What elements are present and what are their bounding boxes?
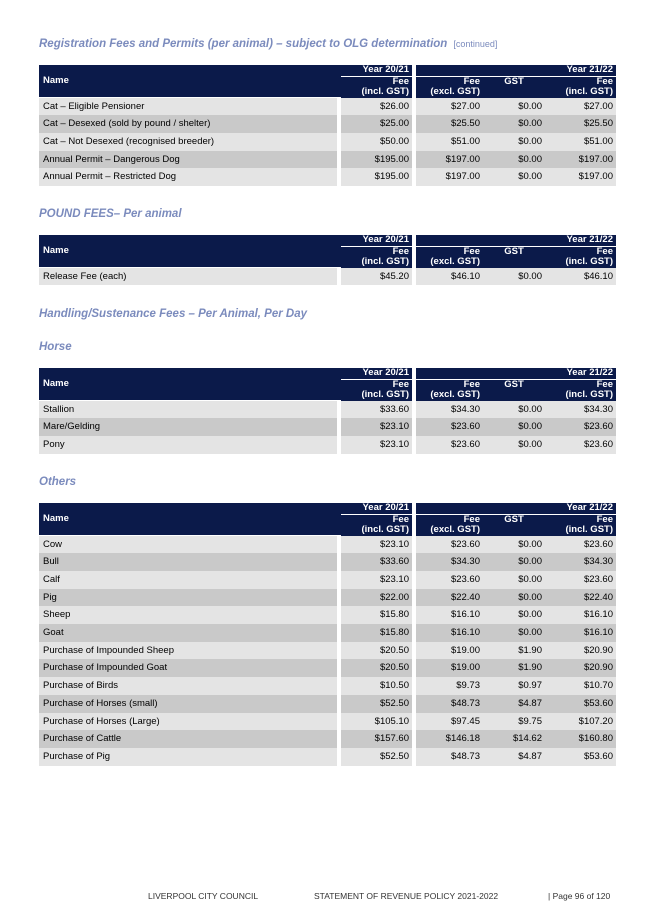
row-fee-2122-excl: $51.00: [416, 133, 483, 151]
row-gst: $4.87: [483, 748, 545, 766]
row-fee-2122-excl: $25.50: [416, 115, 483, 133]
header-fee-sub: (incl. GST): [361, 524, 409, 535]
row-name: Release Fee (each): [39, 268, 341, 286]
header-fee-label: Fee: [392, 513, 409, 525]
row-gst: $0.00: [483, 624, 545, 642]
row-fee-2122-incl: $20.90: [545, 659, 616, 677]
header-fee-incl-2122: [545, 77, 616, 98]
row-name: Purchase of Pig: [39, 748, 341, 766]
row-fee-2021-incl: $195.00: [341, 168, 412, 186]
row-fee-2122-incl: $107.20: [545, 713, 616, 731]
header-gst-spacer: [486, 525, 542, 536]
row-fee-2021-incl: $22.00: [341, 589, 412, 607]
header-fee-incl-2021: [341, 77, 412, 98]
row-fee-2122-excl: $19.00: [416, 659, 483, 677]
table-row: [39, 553, 616, 571]
row-fee-2122-excl: $27.00: [416, 98, 483, 116]
table-row: [39, 659, 616, 677]
row-fee-2122-incl: $23.60: [545, 536, 616, 554]
row-fee-2122-incl: $51.00: [545, 133, 616, 151]
table-row: [39, 624, 616, 642]
header-gst: [483, 515, 545, 536]
row-name: Pony: [39, 436, 341, 454]
row-fee-2122-excl: $34.30: [416, 401, 483, 419]
header-fee-label: Fee: [392, 75, 409, 87]
table-row: [39, 401, 616, 419]
row-fee-2021-incl: $23.10: [341, 436, 412, 454]
row-gst: $9.75: [483, 713, 545, 731]
row-fee-2122-excl: $146.18: [416, 730, 483, 748]
row-gst: $0.00: [483, 606, 545, 624]
row-gst: $1.90: [483, 659, 545, 677]
table-row: [39, 436, 616, 454]
row-fee-2122-incl: $22.40: [545, 589, 616, 607]
row-gst: $14.62: [483, 730, 545, 748]
row-gst: $0.00: [483, 151, 545, 169]
row-gst: $4.87: [483, 695, 545, 713]
row-fee-2021-incl: $52.50: [341, 695, 412, 713]
row-gst: $1.90: [483, 642, 545, 660]
row-fee-2021-incl: $157.60: [341, 730, 412, 748]
row-gst: $0.00: [483, 133, 545, 151]
row-fee-2122-incl: $197.00: [545, 168, 616, 186]
header-gst-spacer: [486, 390, 542, 401]
row-fee-2122-excl: $16.10: [416, 624, 483, 642]
row-fee-2021-incl: $33.60: [341, 401, 412, 419]
header-name: Name: [39, 235, 341, 268]
row-fee-2021-incl: $26.00: [341, 98, 412, 116]
header-name: Name: [39, 368, 341, 401]
header-fee-label: Fee: [463, 378, 480, 390]
row-fee-2122-incl: $53.60: [545, 695, 616, 713]
row-gst: $0.97: [483, 677, 545, 695]
row-fee-2122-incl: $20.90: [545, 642, 616, 660]
row-name: Goat: [39, 624, 341, 642]
row-fee-2122-excl: $48.73: [416, 748, 483, 766]
header-year-2021: Year 20/21: [341, 235, 412, 247]
row-gst: $0.00: [483, 571, 545, 589]
header-fee-label: Fee: [463, 513, 480, 525]
header-gst: [483, 247, 545, 268]
row-fee-2021-incl: $15.80: [341, 624, 412, 642]
header-name: Name: [39, 65, 341, 98]
row-fee-2122-excl: $9.73: [416, 677, 483, 695]
registration-fees-table: [39, 65, 616, 186]
row-fee-2122-incl: $46.10: [545, 268, 616, 286]
row-fee-2122-excl: $48.73: [416, 695, 483, 713]
header-year-2021: Year 20/21: [341, 65, 412, 77]
row-fee-2122-incl: $25.50: [545, 115, 616, 133]
header-fee-label: Fee: [596, 378, 613, 390]
row-fee-2122-excl: $23.60: [416, 571, 483, 589]
header-gst-spacer: [486, 87, 542, 98]
row-fee-2122-incl: $197.00: [545, 151, 616, 169]
handling-section-title: Handling/Sustenance Fees – Per Animal, Per Day: [39, 308, 308, 320]
row-fee-2021-incl: $195.00: [341, 151, 412, 169]
header-fee-sub: (incl. GST): [565, 389, 613, 400]
header-gst-label: GST: [504, 245, 524, 257]
footer-page-number: | Page 96 of 120: [548, 891, 611, 901]
pound-section-title: POUND FEES– Per animal: [39, 208, 182, 220]
header-fee-excl-2122: [416, 77, 483, 98]
row-fee-2122-incl: $23.60: [545, 571, 616, 589]
row-gst: $0.00: [483, 401, 545, 419]
horse-fees-table: [39, 368, 616, 454]
header-fee-excl-2122: [416, 380, 483, 401]
header-gst: [483, 77, 545, 98]
row-gst: $0.00: [483, 418, 545, 436]
header-fee-sub: (incl. GST): [565, 524, 613, 535]
header-fee-sub: (excl. GST): [430, 86, 480, 97]
row-gst: $0.00: [483, 553, 545, 571]
row-name: Bull: [39, 553, 341, 571]
table-row: [39, 748, 616, 766]
header-gst-spacer: [486, 257, 542, 268]
row-fee-2021-incl: $23.10: [341, 418, 412, 436]
row-name: Cat – Eligible Pensioner: [39, 98, 341, 116]
table-row: [39, 713, 616, 731]
header-year-2122: Year 21/22: [416, 235, 616, 247]
table-row: [39, 730, 616, 748]
header-fee-incl-2021: [341, 247, 412, 268]
row-fee-2122-excl: $197.00: [416, 168, 483, 186]
row-name: Purchase of Birds: [39, 677, 341, 695]
row-fee-2021-incl: $105.10: [341, 713, 412, 731]
row-fee-2122-incl: $27.00: [545, 98, 616, 116]
header-fee-sub: (excl. GST): [430, 256, 480, 267]
row-fee-2021-incl: $23.10: [341, 571, 412, 589]
row-name: Purchase of Impounded Sheep: [39, 642, 341, 660]
header-fee-sub: (excl. GST): [430, 389, 480, 400]
row-name: Calf: [39, 571, 341, 589]
table-row: [39, 151, 616, 169]
header-fee-sub: (incl. GST): [565, 256, 613, 267]
header-fee-label: Fee: [392, 378, 409, 390]
table-row: [39, 418, 616, 436]
row-name: Purchase of Impounded Goat: [39, 659, 341, 677]
row-name: Cat – Not Desexed (recognised breeder): [39, 133, 341, 151]
horse-section-title: Horse: [39, 341, 72, 353]
row-fee-2122-incl: $160.80: [545, 730, 616, 748]
row-name: Purchase of Cattle: [39, 730, 341, 748]
header-fee-label: Fee: [596, 245, 613, 257]
row-fee-2021-incl: $33.60: [341, 553, 412, 571]
header-fee-excl-2122: [416, 515, 483, 536]
header-fee-label: Fee: [463, 75, 480, 87]
header-year-2122: Year 21/22: [416, 368, 616, 380]
row-fee-2021-incl: $25.00: [341, 115, 412, 133]
row-fee-2122-excl: $23.60: [416, 536, 483, 554]
row-name: Stallion: [39, 401, 341, 419]
row-fee-2122-incl: $34.30: [545, 553, 616, 571]
table-row: [39, 589, 616, 607]
table-row: [39, 268, 616, 286]
table-row: [39, 695, 616, 713]
row-gst: $0.00: [483, 436, 545, 454]
row-gst: $0.00: [483, 168, 545, 186]
header-year-2122: Year 21/22: [416, 65, 616, 77]
registration-section-title: [39, 38, 497, 50]
header-fee-sub: (excl. GST): [430, 524, 480, 535]
table-row: [39, 536, 616, 554]
header-year-2122: Year 21/22: [416, 503, 616, 515]
row-fee-2021-incl: $23.10: [341, 536, 412, 554]
row-fee-2122-incl: $34.30: [545, 401, 616, 419]
header-gst-label: GST: [504, 513, 524, 525]
pound-fees-table: [39, 235, 616, 285]
others-section-title: Others: [39, 476, 77, 488]
row-fee-2122-incl: $23.60: [545, 418, 616, 436]
row-fee-2122-excl: $22.40: [416, 589, 483, 607]
row-name: Sheep: [39, 606, 341, 624]
header-fee-sub: (incl. GST): [361, 389, 409, 400]
header-gst: [483, 380, 545, 401]
row-fee-2122-incl: $53.60: [545, 748, 616, 766]
row-fee-2122-incl: $16.10: [545, 624, 616, 642]
header-fee-label: Fee: [463, 245, 480, 257]
row-name: Cow: [39, 536, 341, 554]
row-fee-2122-excl: $197.00: [416, 151, 483, 169]
header-fee-label: Fee: [596, 75, 613, 87]
row-fee-2122-excl: $16.10: [416, 606, 483, 624]
header-fee-incl-2122: [545, 380, 616, 401]
row-fee-2021-incl: $52.50: [341, 748, 412, 766]
row-fee-2122-excl: $23.60: [416, 436, 483, 454]
row-gst: $0.00: [483, 536, 545, 554]
table-row: [39, 642, 616, 660]
header-fee-incl-2021: [341, 380, 412, 401]
row-name: Cat – Desexed (sold by pound / shelter): [39, 115, 341, 133]
row-name: Mare/Gelding: [39, 418, 341, 436]
header-fee-incl-2122: [545, 515, 616, 536]
row-fee-2021-incl: $50.00: [341, 133, 412, 151]
row-fee-2122-incl: $16.10: [545, 606, 616, 624]
row-fee-2021-incl: $20.50: [341, 642, 412, 660]
row-name: Annual Permit – Dangerous Dog: [39, 151, 341, 169]
header-fee-sub: (incl. GST): [361, 256, 409, 267]
header-fee-sub: (incl. GST): [361, 86, 409, 97]
header-gst-label: GST: [504, 75, 524, 87]
header-fee-incl-2021: [341, 515, 412, 536]
row-name: Annual Permit – Restricted Dog: [39, 168, 341, 186]
row-fee-2021-incl: $15.80: [341, 606, 412, 624]
header-name: Name: [39, 503, 341, 536]
row-name: Purchase of Horses (small): [39, 695, 341, 713]
header-fee-excl-2122: [416, 247, 483, 268]
table-row: [39, 606, 616, 624]
row-fee-2122-excl: $46.10: [416, 268, 483, 286]
row-fee-2122-excl: $34.30: [416, 553, 483, 571]
row-fee-2021-incl: $45.20: [341, 268, 412, 286]
row-fee-2021-incl: $10.50: [341, 677, 412, 695]
row-gst: $0.00: [483, 98, 545, 116]
table-row: [39, 133, 616, 151]
row-fee-2122-excl: $97.45: [416, 713, 483, 731]
table-row: [39, 168, 616, 186]
row-fee-2122-excl: $23.60: [416, 418, 483, 436]
footer-org: LIVERPOOL CITY COUNCIL: [148, 891, 259, 901]
row-fee-2122-incl: $10.70: [545, 677, 616, 695]
registration-title-text: Registration Fees and Permits (per animal) – subject to OLG determination: [39, 38, 448, 50]
row-gst: $0.00: [483, 268, 545, 286]
header-fee-label: Fee: [596, 513, 613, 525]
table-row: [39, 571, 616, 589]
row-fee-2122-excl: $19.00: [416, 642, 483, 660]
table-row: [39, 115, 616, 133]
row-name: Pig: [39, 589, 341, 607]
row-fee-2021-incl: $20.50: [341, 659, 412, 677]
header-year-2021: Year 20/21: [341, 503, 412, 515]
header-year-2021: Year 20/21: [341, 368, 412, 380]
header-fee-label: Fee: [392, 245, 409, 257]
others-fees-table: [39, 503, 616, 766]
row-gst: $0.00: [483, 115, 545, 133]
header-fee-sub: (incl. GST): [565, 86, 613, 97]
continued-label: [continued]: [453, 39, 498, 49]
row-name: Purchase of Horses (Large): [39, 713, 341, 731]
row-fee-2122-incl: $23.60: [545, 436, 616, 454]
table-row: [39, 677, 616, 695]
table-row: [39, 98, 616, 116]
header-gst-label: GST: [504, 378, 524, 390]
header-fee-incl-2122: [545, 247, 616, 268]
footer-doc-title: STATEMENT OF REVENUE POLICY 2021-2022: [314, 891, 499, 901]
row-gst: $0.00: [483, 589, 545, 607]
